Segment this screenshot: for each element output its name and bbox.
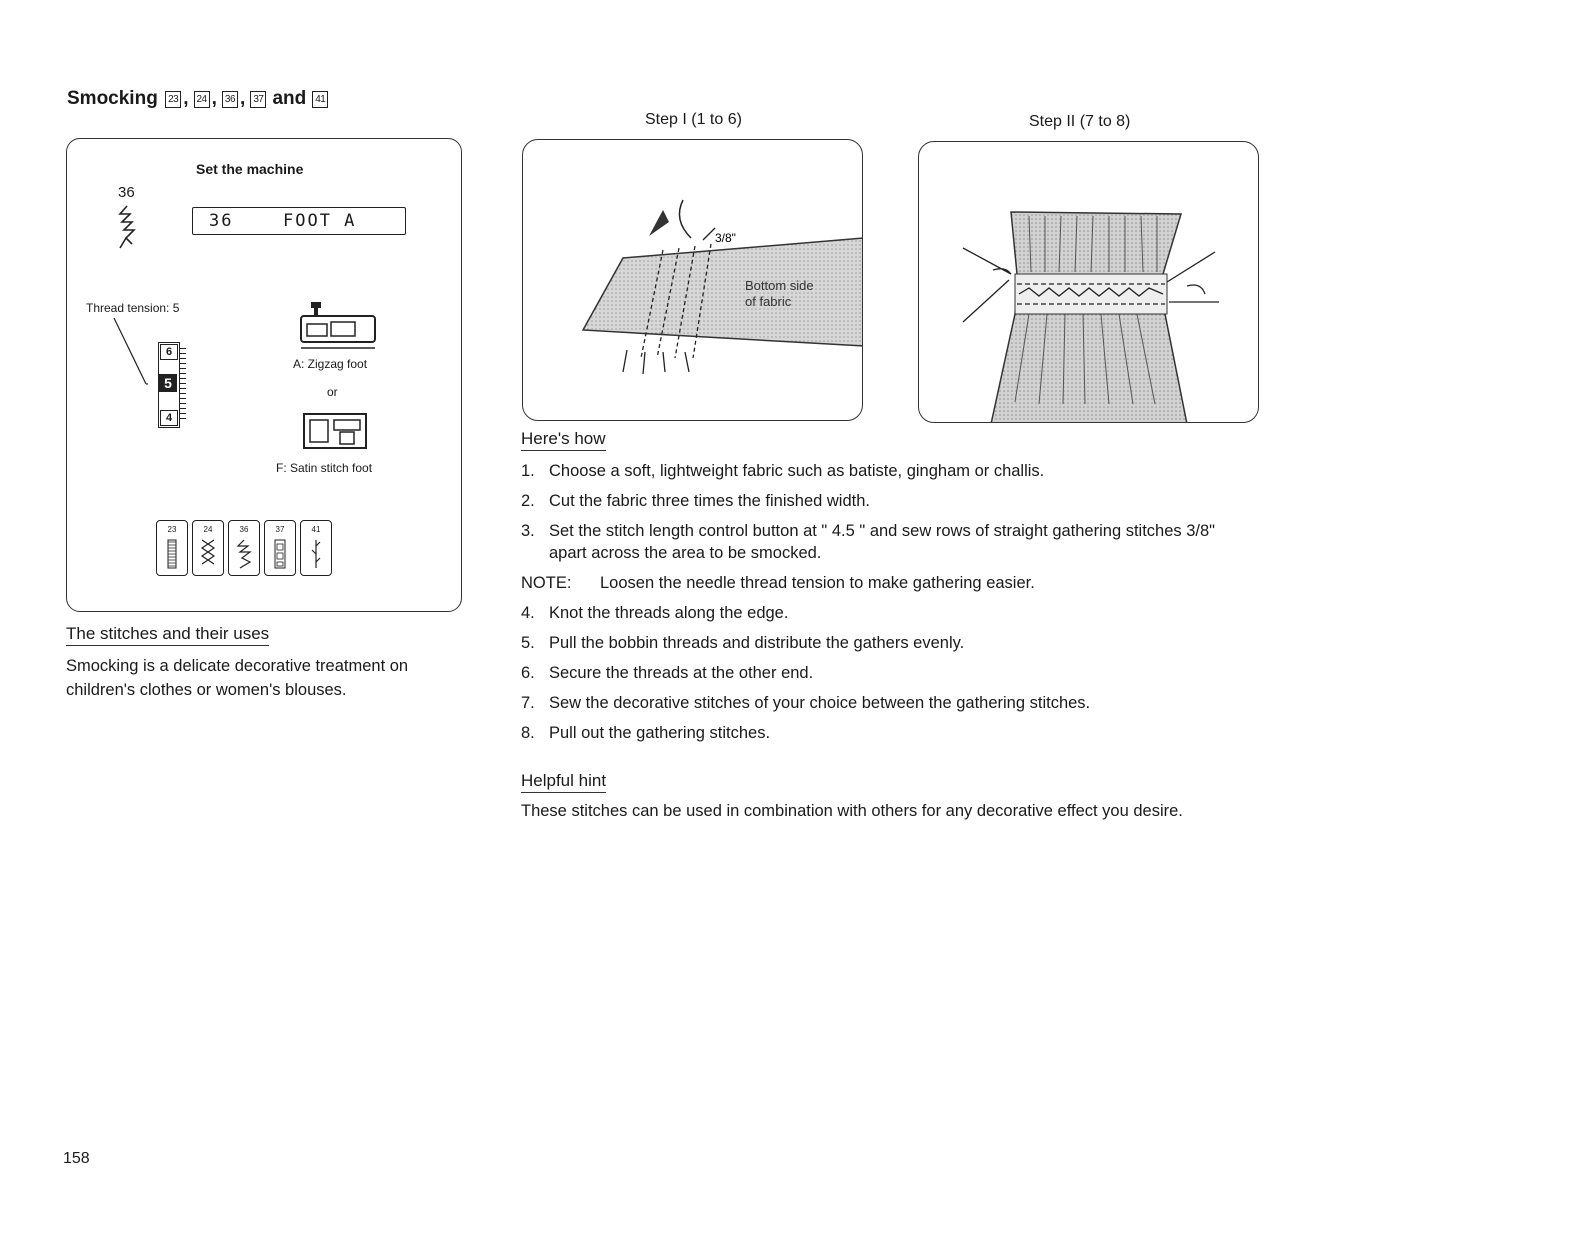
pattern-box-41: 41 — [312, 91, 328, 108]
stitch-button-36[interactable] — [228, 520, 260, 576]
tension-mark-5: 5 — [159, 374, 177, 392]
instruction-steps — [521, 460, 1281, 752]
stitch-button-41[interactable] — [300, 520, 332, 576]
heres-how-heading: Here's how — [521, 429, 606, 451]
step2-label: Step II (7 to 8) — [1029, 113, 1131, 130]
smocking-stitch-icon — [234, 538, 254, 570]
list-item: 5. Pull the bobbin threads and distribute the gathers evenly. — [521, 634, 965, 652]
smocked-fabric-drawing — [919, 142, 1259, 423]
step1-label: Step I (1 to 6) — [645, 111, 742, 128]
stitch-button-37[interactable] — [264, 520, 296, 576]
lcd-display — [192, 207, 406, 235]
pattern-box-36: 36 — [222, 91, 238, 108]
gathering-stitches-drawing — [523, 140, 863, 421]
note-label: NOTE: — [521, 574, 572, 592]
lcd-text: FOOT A — [283, 211, 357, 231]
thread-tension-label: Thread tension: 5 — [86, 301, 180, 315]
stitches-uses-heading: The stitches and their uses — [66, 624, 269, 646]
note-item — [521, 572, 1281, 594]
stitch-button-row — [156, 520, 332, 576]
list-item: 6. Secure the threads at the other end. — [521, 664, 814, 682]
fabric-label-line2: of fabric — [745, 294, 792, 309]
pattern-box-37: 37 — [250, 91, 266, 108]
cross-stitch-icon — [198, 538, 218, 570]
title-and: and — [272, 88, 307, 109]
title-prefix: Smocking — [67, 88, 158, 109]
fabric-label-line1: Bottom side — [745, 278, 814, 293]
stitch-button-number: 24 — [203, 525, 213, 534]
or-label: or — [327, 385, 338, 399]
stitch-button-23[interactable] — [156, 520, 188, 576]
step2-illustration — [918, 141, 1259, 423]
stitch-button-number: 37 — [275, 525, 285, 534]
stitch-pattern-icon — [116, 204, 138, 252]
list-item: 4. Knot the threads along the edge. — [521, 604, 789, 622]
list-item: 8. Pull out the gathering stitches. — [521, 724, 771, 742]
page-number: 158 — [63, 1150, 90, 1167]
foot-a-label: A: Zigzag foot — [293, 357, 368, 371]
tension-dial — [158, 342, 188, 428]
note-text: Loosen the needle thread tension to make gathering easier. — [600, 574, 1035, 592]
stitch-button-24[interactable] — [192, 520, 224, 576]
tension-pointer-line — [112, 318, 148, 390]
page-title: Smocking 23 , 24 , 36 , 37 and 41 — [67, 88, 330, 110]
pattern-number: 36 — [118, 184, 135, 201]
satin-stitch-foot-icon — [302, 410, 372, 452]
list-item: 7. Sew the decorative stitches of your choice between the gathering stitches. — [521, 694, 1091, 712]
satin-stitch-icon — [162, 538, 182, 570]
stitches-uses-body: Smocking is a delicate decorative treatment on children's clothes or women's blouses. — [66, 657, 409, 699]
lcd-number: 36 — [209, 211, 234, 231]
list-item: 1. Choose a soft, lightweight fabric such as batiste, gingham or challis. — [521, 462, 1045, 480]
zigzag-foot-icon — [297, 302, 379, 352]
stitch-button-number: 23 — [167, 525, 177, 534]
pattern-box-23: 23 — [165, 91, 181, 108]
stitch-button-number: 41 — [311, 525, 321, 534]
list-item: 3. Set the stitch length control button at " 4.5 " and sew rows of straight gathering stitches 3/8" apart across the area to be smocked. — [521, 522, 1216, 562]
list-item: 2. Cut the fabric three times the finished width. — [521, 492, 870, 510]
stitch-button-number: 36 — [239, 525, 249, 534]
helpful-hint-heading: Helpful hint — [521, 771, 606, 793]
measure-label: 3/8" — [715, 231, 736, 245]
block-stitch-icon — [270, 538, 290, 570]
step1-illustration — [522, 139, 863, 421]
tension-mark-4: 4 — [160, 410, 178, 426]
set-machine-heading: Set the machine — [196, 161, 304, 177]
feather-stitch-icon — [306, 538, 326, 570]
helpful-hint-body: These stitches can be used in combination with others for any decorative effect you desire. — [521, 802, 1183, 820]
foot-f-label: F: Satin stitch foot — [276, 461, 373, 475]
tension-mark-6: 6 — [160, 344, 178, 360]
pattern-box-24: 24 — [194, 91, 210, 108]
